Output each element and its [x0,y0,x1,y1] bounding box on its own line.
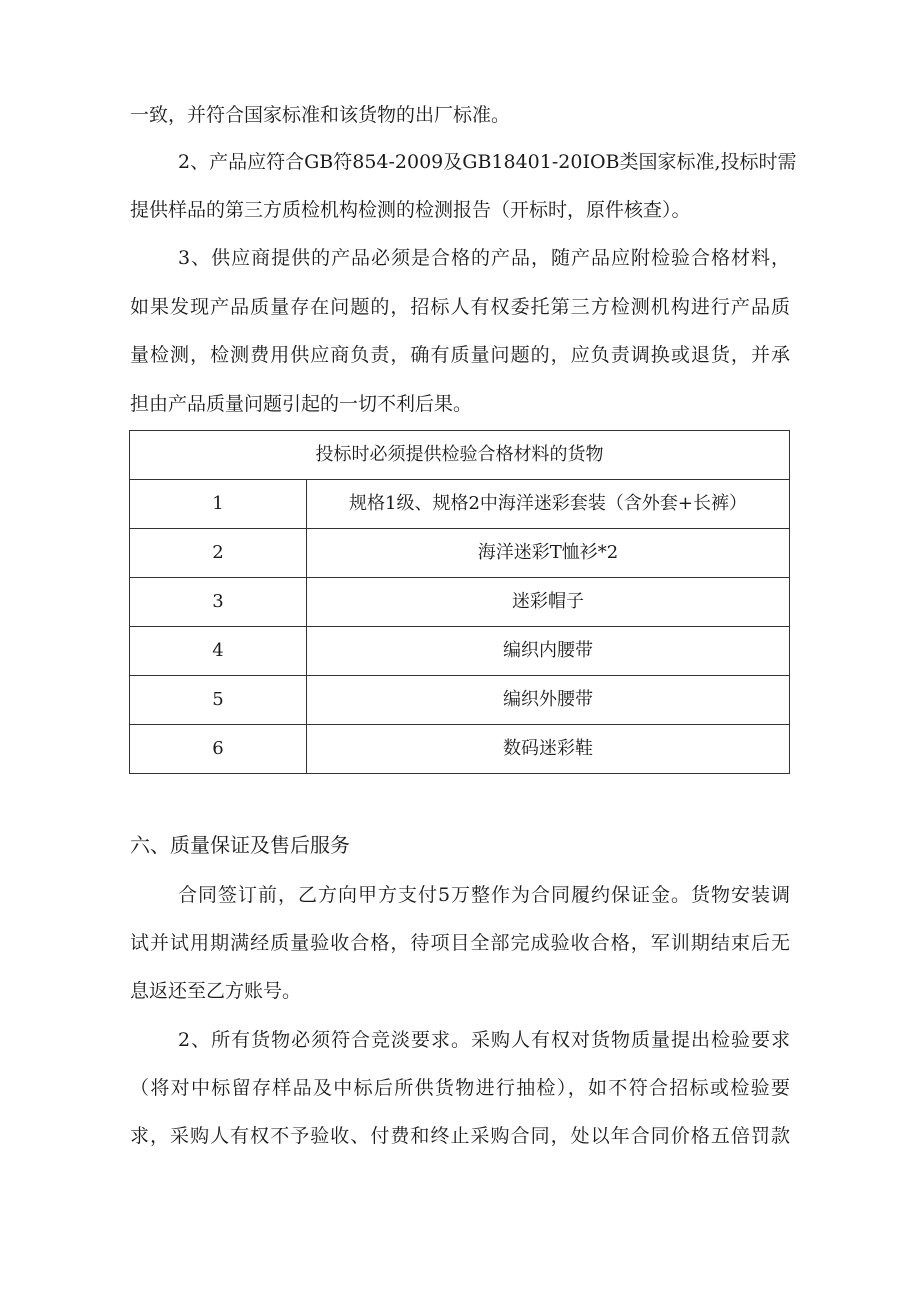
paragraph-line: 3、供应商提供的产品必须是合格的产品，随产品应附检验合格材料， [178,247,790,269]
paragraph-line: 息返还至乙方账号。 [130,980,302,1002]
paragraph-line: 一致，并符合国家标准和该货物的出厂标准。 [130,104,511,126]
row-number: 4 [130,627,307,676]
table-row [130,725,790,774]
row-number: 6 [130,725,307,774]
table-title-row [130,431,790,480]
paragraph-line: 担由产品质量问题引起的一切不利后果。 [130,393,473,415]
paragraph-line: 如果发现产品质量存在问题的，招标人有权委托第三方检测机构进行产品质 [130,296,790,318]
row-item: 迷彩帽子 [307,578,790,627]
row-number: 3 [130,578,307,627]
paragraph-line: 试并试用期满经质量验收合格，待项目全部完成验收合格，军训期结束后无 [130,932,790,954]
table-row [130,529,790,578]
row-number: 1 [130,480,307,529]
paragraph-line: 提供样品的第三方质检机构检测的检测报告（开标时，原件核查）。 [130,199,691,221]
paragraph-line: 求，采购人有权不予验收、付费和终止采购合同，处以年合同价格五倍罚款 [130,1125,790,1147]
goods-table [129,430,790,774]
table-row [130,480,790,529]
row-item: 规格1级、规格2中海洋迷彩套装（含外套+长裤） [307,480,790,529]
row-number: 2 [130,529,307,578]
row-item: 编织内腰带 [307,627,790,676]
table-row [130,578,790,627]
paragraph-line: 2、所有货物必须符合竞淡要求。采购人有权对货物质量提出检验要求 [178,1029,790,1051]
paragraph-line: 量检测，检测费用供应商负责，确有质量问题的，应负责调换或退货，并承 [130,344,790,366]
table-title: 投标时必须提供检验合格材料的货物 [130,431,790,480]
section-heading: 六、质量保证及售后服务 [130,833,350,857]
paragraph-line: （将对中标留存样品及中标后所供货物进行抽检），如不符合招标或检验要 [130,1077,790,1099]
paragraph-line: 2、产品应符合GB符854-2009及GB18401-20IOB类国家标准,投标时需 [178,151,797,173]
row-item: 海洋迷彩T恤衫*2 [307,529,790,578]
paragraph-line: 合同签订前，乙方向甲方支付5万整作为合同履约保证金。货物安装调 [178,884,790,906]
table-row [130,627,790,676]
table-row [130,676,790,725]
row-item: 数码迷彩鞋 [307,725,790,774]
row-number: 5 [130,676,307,725]
row-item: 编织外腰带 [307,676,790,725]
